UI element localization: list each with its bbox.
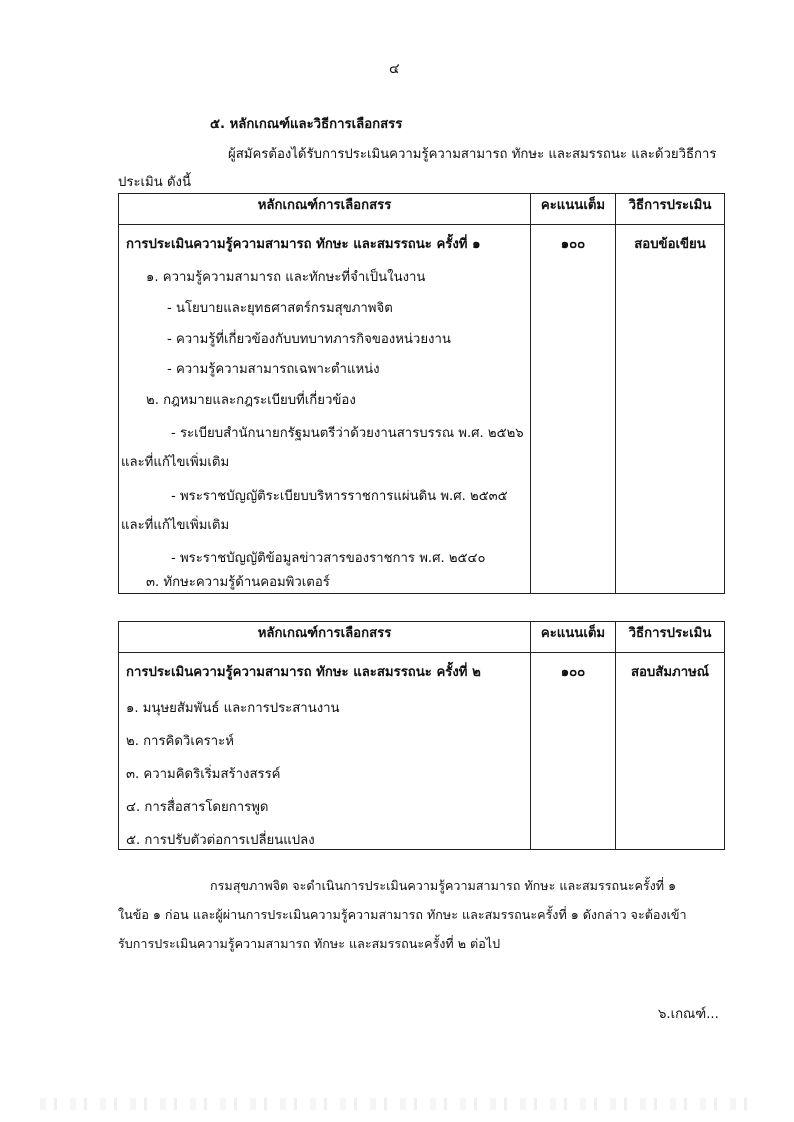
page-number: ๔ — [389, 61, 400, 77]
column-header-score: คะแนนเต็ม — [531, 622, 616, 653]
score-value: ๑๐๐ — [560, 237, 586, 252]
footer-continuation: ๖.เกณฑ์... — [658, 1007, 719, 1022]
list-item: ๓. ทักษะความรู้ด้านคอมพิวเตอร์ — [146, 575, 330, 590]
closing-line1: กรมสุขภาพจิต จะดำเนินการประเมินความรู้ความสามารถ ทักษะ และสมรรถนะครั้งที่ ๑ — [210, 878, 677, 893]
list-item: ๒. การคิดวิเคราะห์ — [126, 734, 234, 749]
method-cell — [616, 653, 725, 850]
criteria-cell — [119, 225, 531, 594]
list-item: - ระเบียบสำนักนายกรัฐมนตรีว่าด้วยงานสารบรรณ พ.ศ. ๒๕๒๖ — [171, 426, 524, 441]
score-cell — [531, 653, 616, 850]
list-item: - นโยบายและยุทธศาสตร์กรมสุขภาพจิต — [167, 301, 393, 316]
list-item: - ความรู้ความสามารถเฉพาะตำแหน่ง — [167, 362, 380, 377]
table-header-row — [119, 194, 725, 225]
column-header-criteria: หลักเกณฑ์การเลือกสรร — [119, 622, 531, 653]
list-item: - พระราชบัญญัติข้อมูลข่าวสารของราชการ พ.ศ. ๒๕๔๐ — [171, 551, 486, 566]
table-row — [119, 653, 725, 850]
method-value: สอบสัมภาษณ์ — [630, 665, 710, 680]
assessment-title: การประเมินความรู้ความสามารถ ทักษะ และสมรรถนะ ครั้งที่ ๒ — [126, 665, 481, 680]
method-value: สอบข้อเขียน — [634, 237, 706, 252]
score-value: ๑๐๐ — [560, 665, 586, 680]
method-cell — [616, 225, 725, 594]
list-item: ๓. ความคิดริเริ่มสร้างสรรค์ — [126, 767, 281, 782]
criteria-table-2 — [118, 621, 725, 850]
list-item: - พระราชบัญญัติระเบียบบริหารราชการแผ่นดิน พ.ศ. ๒๕๓๕ — [171, 489, 508, 504]
list-item: ๑. มนุษยสัมพันธ์ และการประสานงาน — [126, 701, 340, 716]
assessment-title: การประเมินความรู้ความสามารถ ทักษะ และสมรรถนะ ครั้งที่ ๑ — [126, 237, 481, 252]
column-header-method: วิธีการประเมิน — [616, 622, 725, 653]
column-header-criteria: หลักเกณฑ์การเลือกสรร — [119, 194, 531, 225]
list-item: ๔. การสื่อสารโดยการพูด — [126, 800, 269, 815]
criteria-table-1 — [118, 193, 725, 594]
closing-line2: ในข้อ ๑ ก่อน และผู้ผ่านการประเมินความรู้ความสามารถ ทักษะ และสมรรถนะครั้งที่ ๑ ดังกล่าว จะต้องเข้า — [118, 907, 687, 922]
list-item: และที่แก้ไขเพิ่มเติม — [121, 518, 230, 533]
criteria-cell — [119, 653, 531, 850]
section-intro-line2: ประเมิน ดังนี้ — [118, 175, 191, 190]
list-item: ๑. ความรู้ความสามารถ และทักษะที่จำเป็นในงาน — [146, 270, 426, 285]
column-header-score: คะแนนเต็ม — [531, 194, 616, 225]
section-intro-line1: ผู้สมัครต้องได้รับการประเมินความรู้ความสามารถ ทักษะ และสมรรถนะ และด้วยวิธีการ — [228, 147, 717, 162]
scan-artifact — [40, 1098, 760, 1110]
list-item: และที่แก้ไขเพิ่มเติม — [121, 455, 230, 470]
table-row — [119, 225, 725, 594]
list-item: - ความรู้ที่เกี่ยวข้องกับบทบาทภารกิจของหน่วยงาน — [167, 332, 451, 347]
closing-line3: รับการประเมินความรู้ความสามารถ ทักษะ และสมรรถนะครั้งที่ ๒ ต่อไป — [118, 936, 501, 951]
list-item: ๒. กฎหมายและกฎระเบียบที่เกี่ยวข้อง — [146, 393, 356, 408]
table-header-row — [119, 622, 725, 653]
column-header-method: วิธีการประเมิน — [616, 194, 725, 225]
list-item: ๕. การปรับตัวต่อการเปลี่ยนแปลง — [126, 833, 315, 848]
section-heading: ๕. หลักเกณฑ์และวิธีการเลือกสรร — [210, 117, 403, 132]
score-cell — [531, 225, 616, 594]
